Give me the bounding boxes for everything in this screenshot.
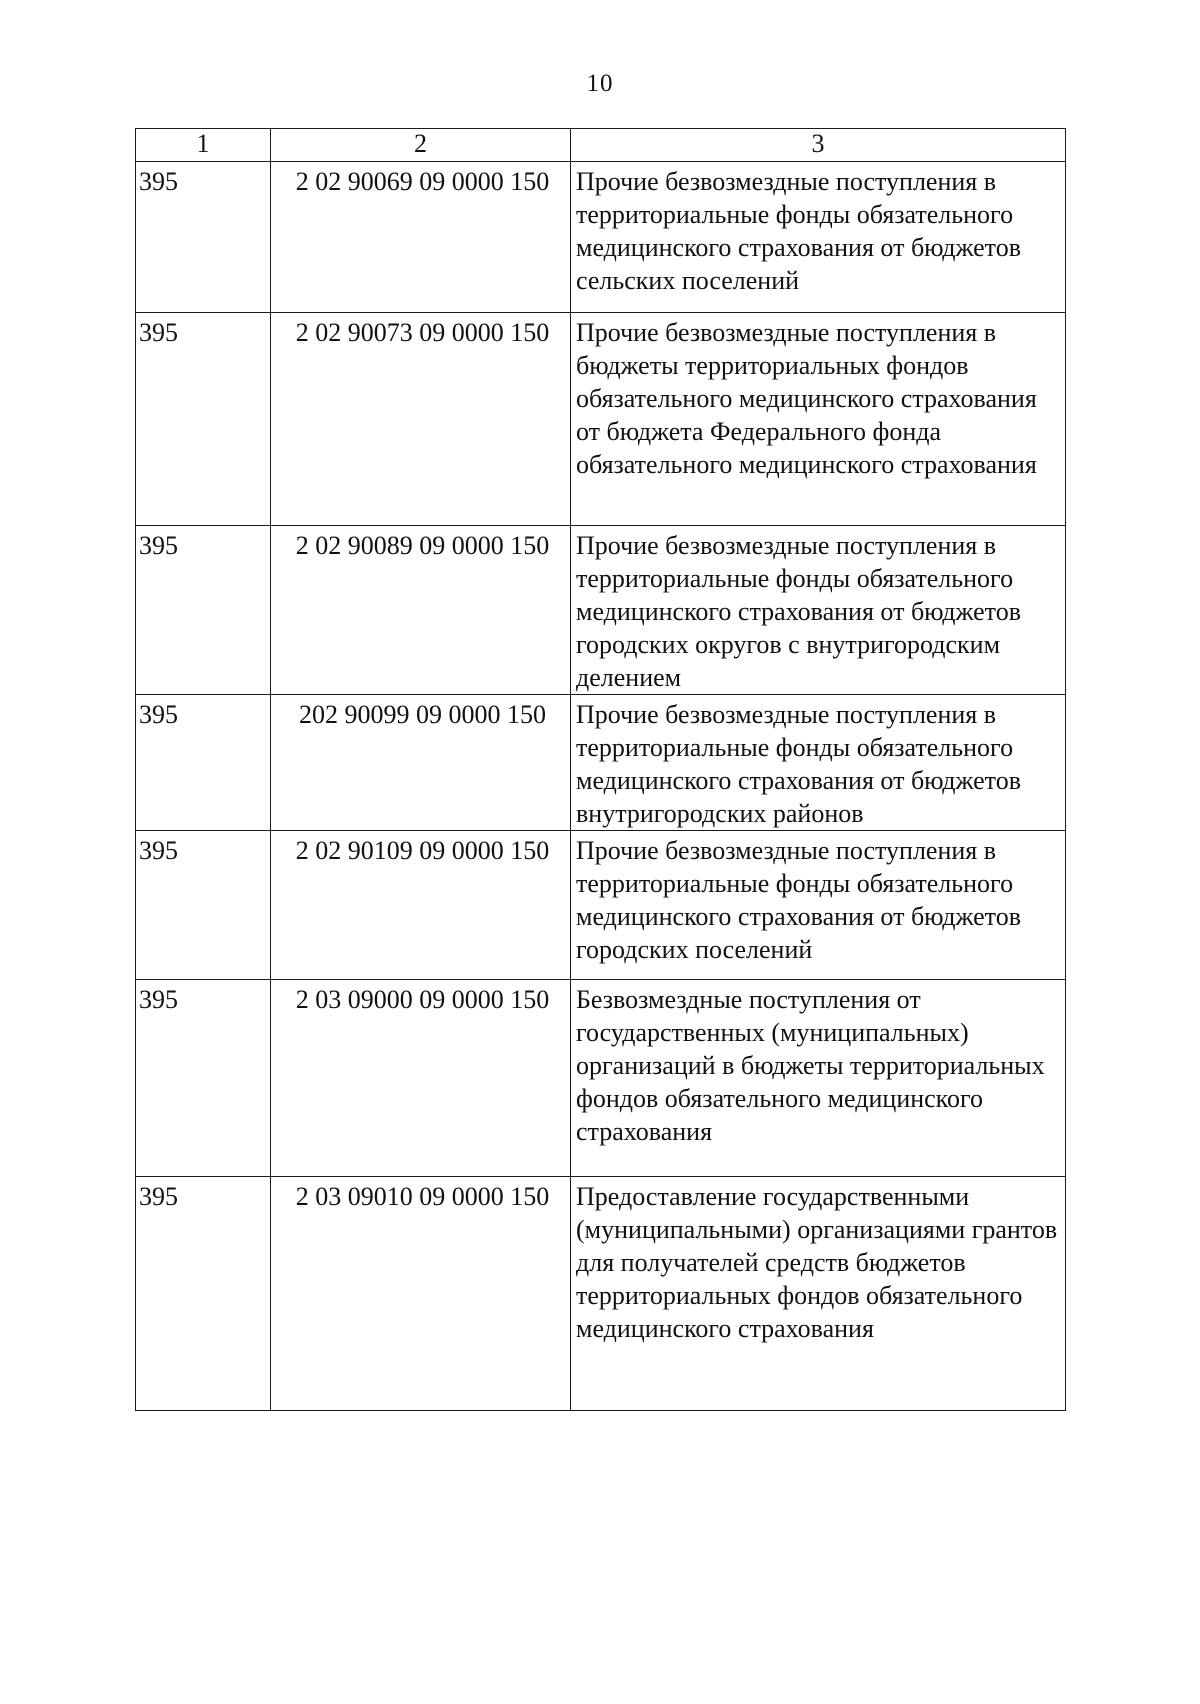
table-row [136, 1177, 1066, 1411]
table-row [136, 695, 1066, 831]
description-cell: Прочие безвозмездные поступления в территориальные фонды обязательного медицинского страхования от бюджетов сельских поселений [571, 162, 1066, 313]
description-cell: Предоставление государственными (муниципальными) организациями грантов для получателей средств бюджетов территориальных фондов обязательного медицинского страхования [571, 1177, 1066, 1411]
admin-code-cell: 395 [136, 1177, 271, 1411]
budget-code-cell: 2 03 09010 09 0000 150 [271, 1177, 571, 1411]
admin-code-cell: 395 [136, 313, 271, 526]
column-header-1: 1 [136, 129, 271, 162]
budget-code-cell: 2 02 90073 09 0000 150 [271, 313, 571, 526]
budget-code-cell: 202 90099 09 0000 150 [271, 695, 571, 831]
column-header-2: 2 [271, 129, 571, 162]
column-header-3: 3 [571, 129, 1066, 162]
table-row [136, 313, 1066, 526]
table-row [136, 831, 1066, 980]
table-header-row [136, 129, 1066, 162]
budget-code-cell: 2 03 09000 09 0000 150 [271, 980, 571, 1177]
description-cell: Прочие безвозмездные поступления в бюджеты территориальных фондов обязательного медицинского страхования от бюджета Федерального фонда обязательного медицинского страхования [571, 313, 1066, 526]
table-row [136, 980, 1066, 1177]
table-row [136, 526, 1066, 695]
budget-code-cell: 2 02 90069 09 0000 150 [271, 162, 571, 313]
budget-code-cell: 2 02 90089 09 0000 150 [271, 526, 571, 695]
description-cell: Прочие безвозмездные поступления в территориальные фонды обязательного медицинского страхования от бюджетов городских поселений [571, 831, 1066, 980]
table-row [136, 162, 1066, 313]
description-cell: Прочие безвозмездные поступления в территориальные фонды обязательного медицинского страхования от бюджетов городских округов с внутригородским делением [571, 526, 1066, 695]
budget-code-cell: 2 02 90109 09 0000 150 [271, 831, 571, 980]
description-cell: Прочие безвозмездные поступления в территориальные фонды обязательного медицинского страхования от бюджетов внутригородских районов [571, 695, 1066, 831]
admin-code-cell: 395 [136, 162, 271, 313]
page-number: 10 [586, 70, 614, 97]
admin-code-cell: 395 [136, 526, 271, 695]
admin-code-cell: 395 [136, 695, 271, 831]
description-cell: Безвозмездные поступления от государственных (муниципальных) организаций в бюджеты территориальных фондов обязательного медицинского страхования [571, 980, 1066, 1177]
budget-codes-table [135, 128, 1066, 1411]
admin-code-cell: 395 [136, 980, 271, 1177]
admin-code-cell: 395 [136, 831, 271, 980]
